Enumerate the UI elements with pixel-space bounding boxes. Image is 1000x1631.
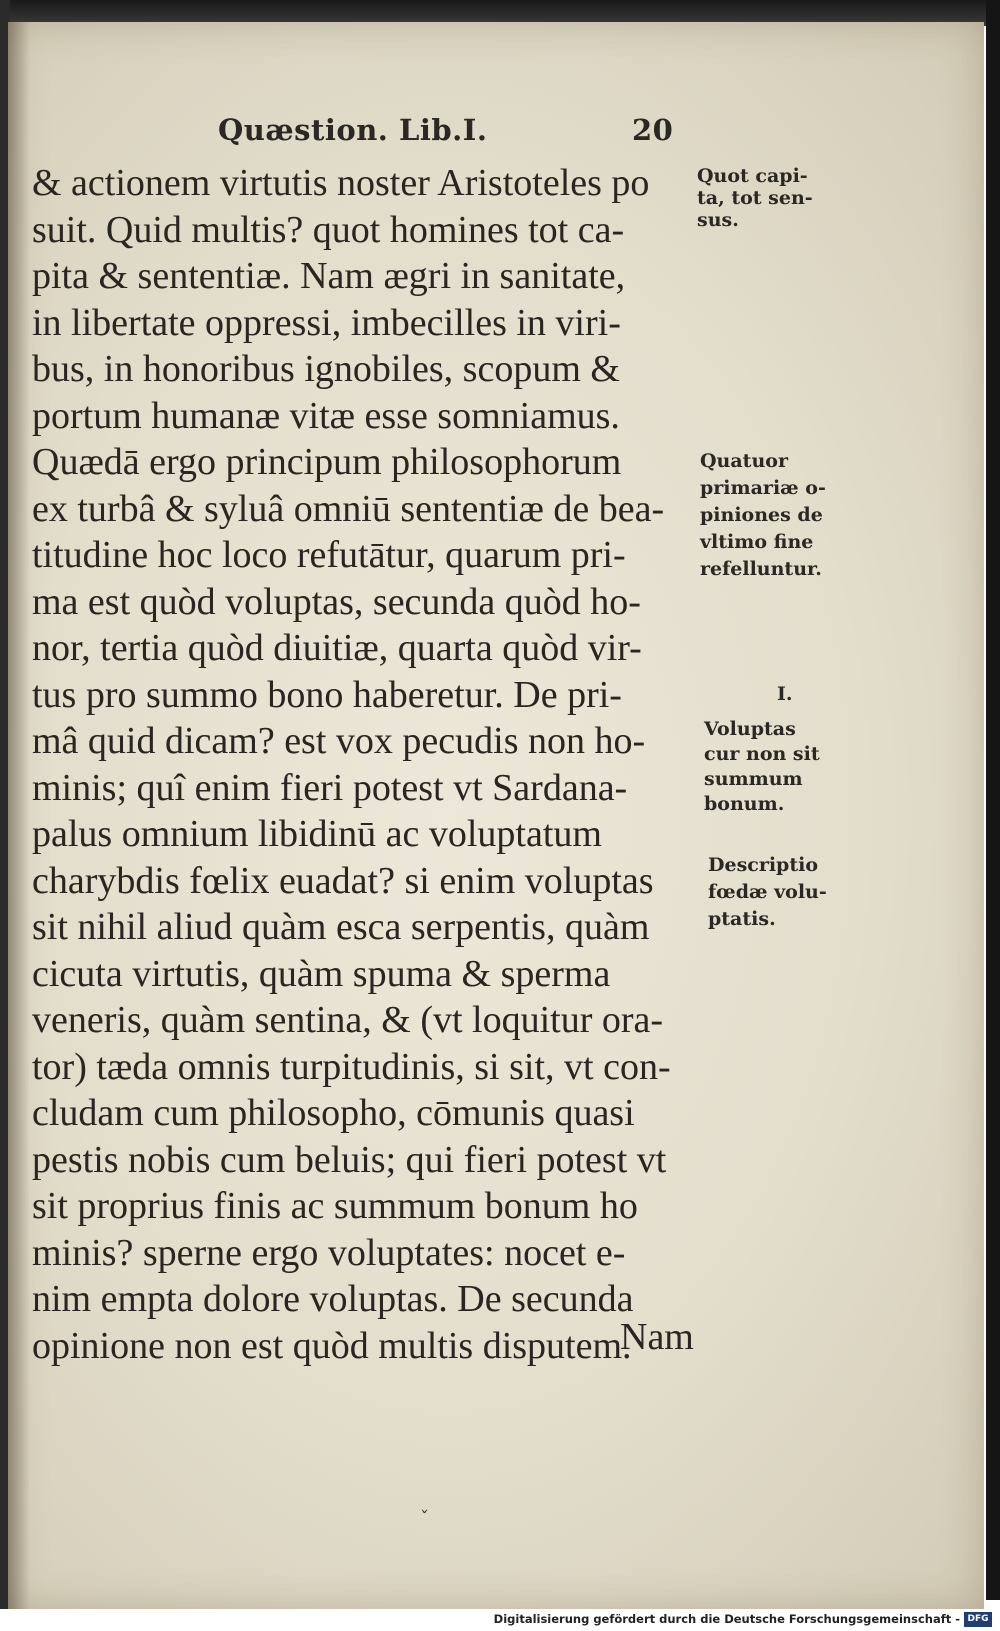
- main-text-block: [32, 160, 692, 1369]
- text-line: opinione non est quòd multis disputem.: [32, 1324, 632, 1367]
- text-line: mâ quid dicam? est vox pecudis non ho-: [32, 720, 646, 762]
- marginal-note-line: cur non sit: [704, 743, 820, 765]
- text-line: nim empta dolore voluptas. De secunda: [32, 1278, 634, 1320]
- dfg-logo: DFG: [964, 1612, 992, 1627]
- marginal-note-line: I.: [777, 683, 793, 705]
- text-line: suit. Quid multis? quot homines tot ca-: [32, 208, 625, 251]
- text-line: sit nihil aliud quàm esca serpentis, quàm: [32, 906, 650, 948]
- marginal-note: [697, 165, 813, 231]
- marginal-note-line: Descriptio: [708, 854, 819, 876]
- marginal-note-line: primariæ o-: [700, 477, 826, 499]
- marginal-note-line: ta, tot sen-: [697, 187, 813, 209]
- text-line: pita & sententiæ. Nam ægri in sanitate,: [32, 255, 626, 297]
- text-line: cicuta virtutis, quàm spuma & sperma: [32, 952, 611, 995]
- text-line: ex turbâ & syluâ omniū sententiæ de bea-: [32, 487, 665, 530]
- text-line: in libertate oppressi, imbecilles in viri-: [32, 301, 621, 344]
- text-line: tus pro summo bono haberetur. De pri-: [32, 673, 622, 716]
- marginal-note-line: Quot capi-: [697, 165, 808, 187]
- text-line: bus, in honoribus ignobiles, scopum &: [32, 348, 620, 390]
- text-line: tor) tæda omnis turpitudinis, si sit, vt con-: [32, 1045, 671, 1088]
- catchword: Nam: [620, 1316, 694, 1358]
- marginal-note-line: vltimo fine: [700, 531, 814, 553]
- marginal-note-line: Voluptas: [704, 718, 796, 740]
- text-line: nor, tertia quòd diuitiæ, quarta quòd vir-: [32, 627, 642, 669]
- text-line: Quædā ergo principum philosophorum: [32, 441, 622, 483]
- funding-credit: Digitalisierung gefördert durch die Deutsche Forschungsgemeinschaft -: [493, 1612, 960, 1626]
- text-line: sit proprius finis ac summum bonum ho: [32, 1185, 638, 1227]
- running-head-title: Quæstion. Lib.I.: [218, 113, 488, 147]
- marginal-note-line: refelluntur.: [700, 558, 822, 580]
- marginal-note-line: summum: [704, 768, 803, 790]
- text-line: pestis nobis cum beluis; qui fieri potest vt: [32, 1138, 667, 1181]
- page-number: 20: [632, 113, 674, 147]
- text-line: palus omnium libidinū ac voluptatum: [32, 813, 602, 855]
- text-line: ma est quòd voluptas, secunda quòd ho-: [32, 580, 641, 623]
- gutter-shadow: [8, 22, 30, 1610]
- marginal-note-numeral: [777, 683, 793, 705]
- marginal-note-line: piniones de: [700, 504, 823, 526]
- text-line: charybdis fœlix euadat? si enim voluptas: [32, 859, 654, 902]
- marginal-note: [700, 448, 826, 583]
- text-line: cludam cum philosopho, cōmunis quasi: [32, 1092, 635, 1134]
- text-line: minis? sperne ergo voluptates: nocet e-: [32, 1231, 626, 1274]
- marginal-note-line: bonum.: [704, 793, 785, 815]
- marginal-note-line: fœdæ volu-: [708, 881, 827, 903]
- marginal-note-line: sus.: [697, 209, 739, 231]
- footer-bar: [0, 1609, 1000, 1631]
- marginal-note-line: Quatuor: [700, 450, 788, 472]
- ink-mark: ˇ: [420, 1508, 429, 1529]
- marginal-note: [708, 852, 827, 933]
- text-line: veneris, quàm sentina, & (vt loquitur ora-: [32, 999, 664, 1041]
- text-line: portum humanæ vitæ esse somniamus.: [32, 394, 620, 437]
- page-edge-right: [986, 0, 1000, 1600]
- text-line: & actionem virtutis noster Aristoteles po: [32, 162, 650, 204]
- text-line: titudine hoc loco refutātur, quarum pri-: [32, 534, 626, 576]
- marginal-note-line: ptatis.: [708, 908, 776, 930]
- marginal-note: [704, 717, 820, 817]
- text-line: minis; quî enim fieri potest vt Sardana-: [32, 766, 628, 809]
